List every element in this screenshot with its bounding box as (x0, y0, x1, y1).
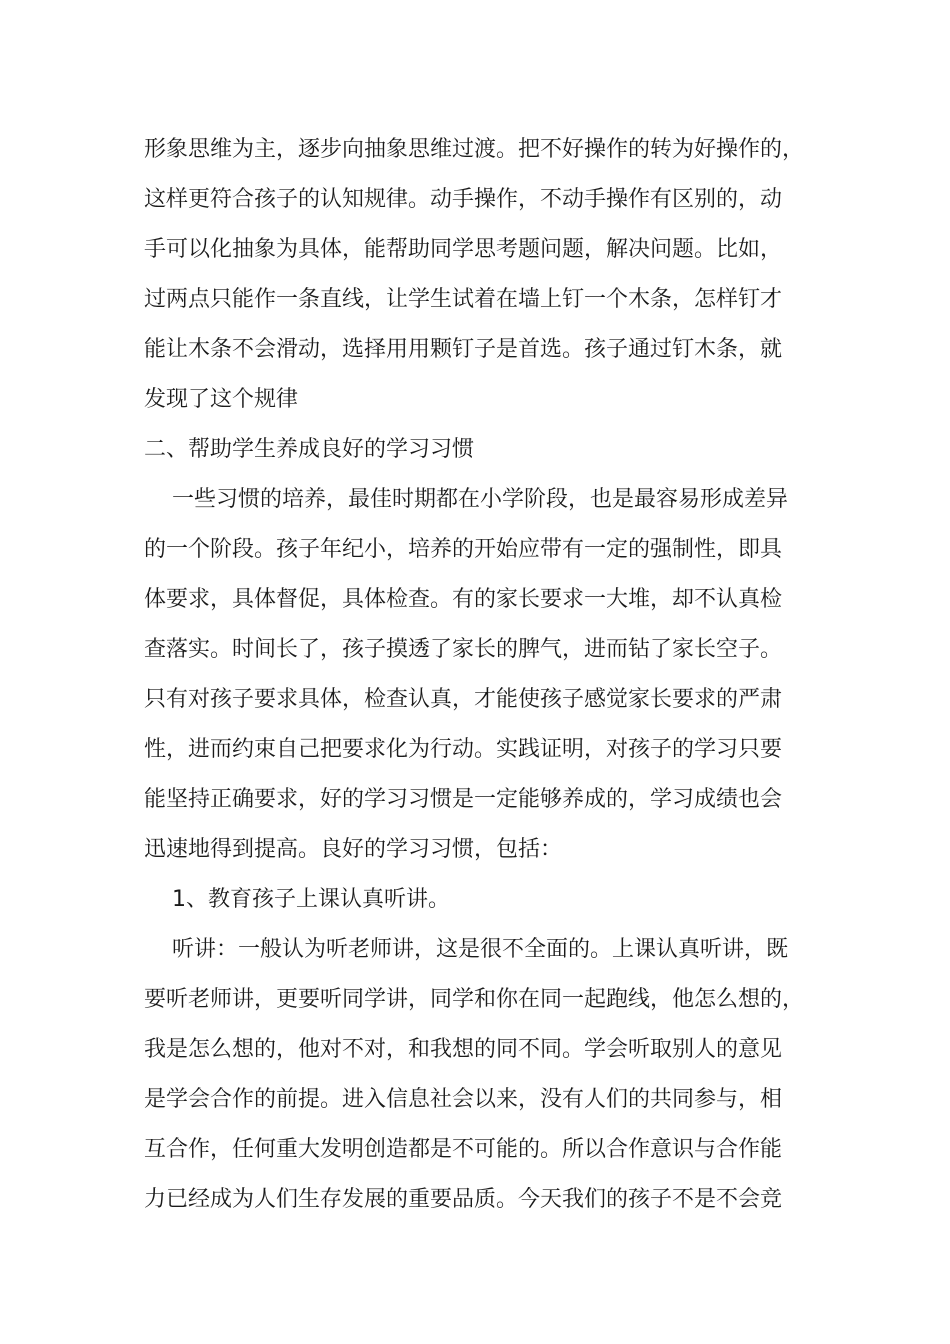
paragraph-line: 我是怎么想的，他对不对，和我想的同不同。学会听取别人的意见 (144, 1037, 783, 1062)
paragraph-line: 查落实。时间长了，孩子摸透了家长的脾气，进而钻了家长空子。 (144, 637, 783, 662)
paragraph-line: 迅速地得到提高。良好的学习习惯，包括： (144, 837, 563, 862)
paragraph-line: 发现了这个规律 (144, 387, 299, 412)
paragraph-line: 一些习惯的培养，最佳时期都在小学阶段，也是最容易形成差异 (172, 487, 789, 512)
list-item-heading: 1、教育孩子上课认真听讲。 (172, 887, 450, 912)
paragraph-line: 性，进而约束自己把要求化为行动。实践证明，对孩子的学习只要 (144, 737, 783, 762)
paragraph-line: 形象思维为主，逐步向抽象思维过渡。把不好操作的转为好操作的， (144, 137, 805, 162)
paragraph-line: 互合作，任何重大发明创造都是不可能的。所以合作意识与合作能 (144, 1137, 783, 1162)
paragraph-line: 手可以化抽象为具体，能帮助同学思考题问题，解决问题。比如， (144, 237, 783, 262)
paragraph-line: 过两点只能作一条直线，让学生试着在墙上钉一个木条，怎样钉才 (144, 287, 783, 312)
section-heading: 二、帮助学生养成良好的学习习惯 (144, 437, 475, 462)
paragraph-line: 体要求，具体督促，具体检查。有的家长要求一大堆，却不认真检 (144, 587, 783, 612)
paragraph-line: 这样更符合孩子的认知规律。动手操作，不动手操作有区别的，动 (144, 187, 783, 212)
paragraph-line: 能坚持正确要求，好的学习习惯是一定能够养成的，学习成绩也会 (144, 787, 783, 812)
paragraph-line: 力已经成为人们生存发展的重要品质。今天我们的孩子不是不会竞 (144, 1187, 783, 1212)
paragraph-line: 听讲：一般认为听老师讲，这是很不全面的。上课认真听讲，既 (172, 937, 789, 962)
paragraph-line: 的一个阶段。孩子年纪小，培养的开始应带有一定的强制性，即具 (144, 537, 783, 562)
paragraph-line: 能让木条不会滑动，选择用用颗钉子是首选。孩子通过钉木条，就 (144, 337, 783, 362)
paragraph-line: 要听老师讲，更要听同学讲，同学和你在同一起跑线，他怎么想的， (144, 987, 805, 1012)
paragraph-line: 只有对孩子要求具体，检查认真，才能使孩子感觉家长要求的严肃 (144, 687, 783, 712)
paragraph-line: 是学会合作的前提。进入信息社会以来，没有人们的共同参与，相 (144, 1087, 783, 1112)
